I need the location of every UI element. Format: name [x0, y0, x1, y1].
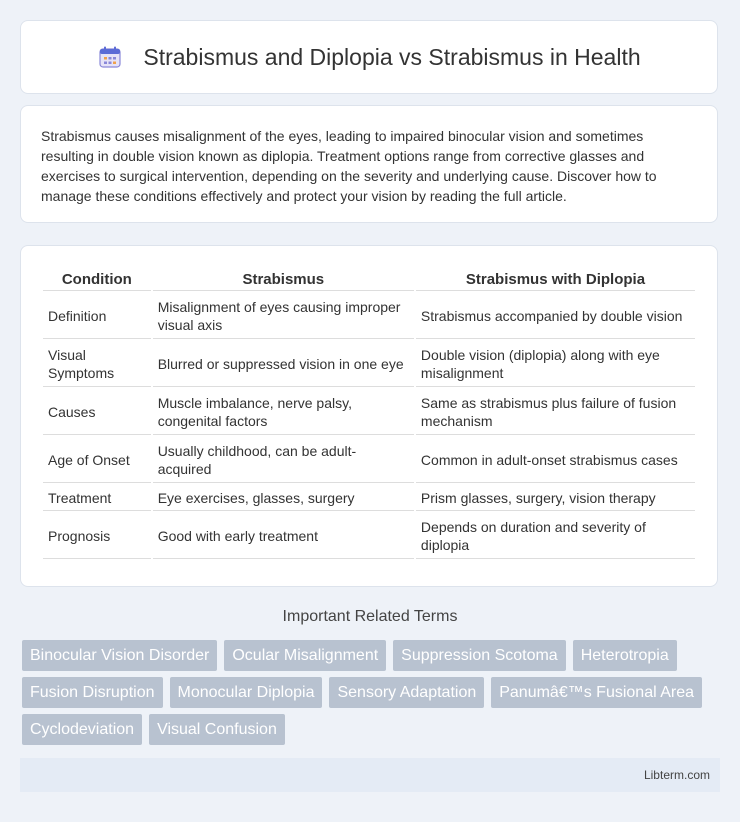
column-header-strabismus-diplopia: Strabismus with Diplopia — [416, 268, 695, 291]
table-cell: Same as strabismus plus failure of fusion mechanism — [416, 389, 695, 435]
intro-text: Strabismus causes misalignment of the eyes, leading to impaired binocular vision and sometimes resulting in double vision known as diplopia. Treatment options range from corrective glasses and exercises to surgical intervention, depending on the severity and underlying cause. Discover how to manage these conditions effectively and protect your vision by reading the full article. — [41, 128, 657, 204]
tag-row — [22, 677, 722, 708]
term-tag[interactable]: Binocular Vision Disorder — [22, 640, 217, 671]
table-cell: Usually childhood, can be adult-acquired — [153, 437, 414, 483]
row-label: Age of Onset — [43, 437, 151, 483]
table-row — [43, 437, 695, 483]
table-cell: Strabismus accompanied by double vision — [416, 293, 695, 339]
intro-card — [20, 105, 718, 223]
table-row — [43, 485, 695, 511]
term-tag[interactable]: Fusion Disruption — [22, 677, 163, 708]
comparison-table — [41, 266, 697, 561]
related-terms — [22, 640, 722, 751]
term-tag[interactable]: Panumâ€™s Fusional Area — [491, 677, 702, 708]
row-label: Definition — [43, 293, 151, 339]
related-terms-title: Important Related Terms — [282, 608, 458, 625]
row-label: Treatment — [43, 485, 151, 511]
row-label: Causes — [43, 389, 151, 435]
term-tag[interactable]: Sensory Adaptation — [329, 677, 484, 708]
term-tag[interactable]: Cyclodeviation — [22, 714, 142, 745]
table-cell: Common in adult-onset strabismus cases — [416, 437, 695, 483]
table-row — [43, 293, 695, 339]
term-tag[interactable]: Monocular Diplopia — [170, 677, 323, 708]
table-cell: Good with early treatment — [153, 513, 414, 559]
row-label: Prognosis — [43, 513, 151, 559]
title-card — [20, 20, 718, 94]
page-title: Strabismus and Diplopia vs Strabismus in Health — [143, 43, 641, 70]
column-header-strabismus: Strabismus — [153, 268, 414, 291]
table-cell: Eye exercises, glasses, surgery — [153, 485, 414, 511]
table-cell: Muscle imbalance, nerve palsy, congenital factors — [153, 389, 414, 435]
tag-row — [22, 714, 722, 745]
table-header-row — [43, 268, 695, 291]
footer — [20, 758, 720, 792]
column-header-condition: Condition — [43, 268, 151, 291]
footer-brand[interactable]: Libterm.com — [643, 768, 710, 782]
calendar-icon — [97, 44, 123, 70]
row-label: Visual Symptoms — [43, 341, 151, 387]
term-tag[interactable]: Visual Confusion — [149, 714, 285, 745]
table-row — [43, 389, 695, 435]
tag-row — [22, 640, 722, 671]
table-cell: Misalignment of eyes causing improper visual axis — [153, 293, 414, 339]
comparison-table-card — [20, 245, 718, 587]
table-cell: Depends on duration and severity of diplopia — [416, 513, 695, 559]
table-row — [43, 513, 695, 559]
term-tag[interactable]: Ocular Misalignment — [224, 640, 386, 671]
table-cell: Double vision (diplopia) along with eye misalignment — [416, 341, 695, 387]
term-tag[interactable]: Suppression Scotoma — [393, 640, 566, 671]
term-tag[interactable]: Heterotropia — [573, 640, 677, 671]
table-row — [43, 341, 695, 387]
table-cell: Prism glasses, surgery, vision therapy — [416, 485, 695, 511]
table-cell: Blurred or suppressed vision in one eye — [153, 341, 414, 387]
